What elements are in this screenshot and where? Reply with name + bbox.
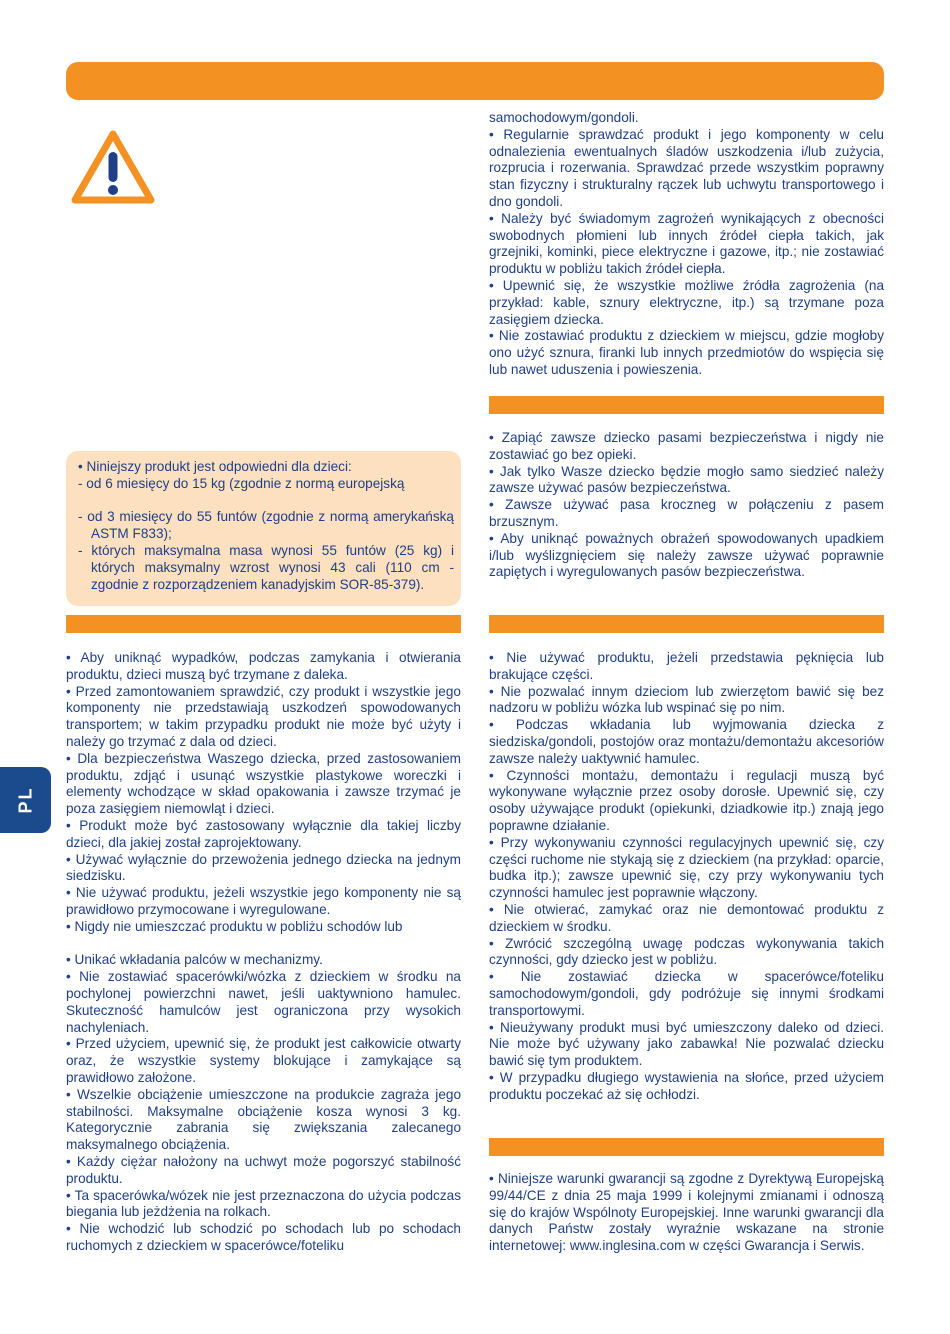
paragraph: • Jak tylko Wasze dziecko będzie mogło samo siedzieć należy zawsze używać pasów bezpieczeństwa. — [489, 463, 884, 496]
paragraph: • Nieużywany produkt musi być umieszczony daleko od dzieci. Nie może być używany jako zabawka! Nie pozwalać dziecku bawić się tym produktem. — [489, 1019, 884, 1069]
paragraph: • Ta spacerówka/wózek nie jest przeznaczona do użycia podczas biegania lub jeżdżenia na rolkach. — [66, 1187, 461, 1220]
warranty-text — [489, 1171, 884, 1255]
paragraph: • Produkt może być zastosowany wyłącznie dla takiej liczby dzieci, dla jakiej został zaprojektowany. — [66, 817, 461, 850]
paragraph: • Dla bezpieczeństwa Waszego dziecka, przed zastosowaniem produktu, zdjąć i usunąć wszystkie plastykowe woreczki i elementy wchodzące w skład opakowania i zawsze trzymać je poza zasięgiem niemowląt i dzieci. — [66, 750, 461, 817]
paragraph: • Unikać wkładania palców w mechanizmy. — [66, 952, 323, 968]
belts-text — [489, 430, 884, 581]
paragraph: • Przed zamontowaniem sprawdzić, czy produkt i wszystkie jego komponenty nie przedstawiają uszkodzeń spowodowanych transportem; w takim przypadku produkt nie może być użyty i należy go trzymać z dala od dzieci. — [66, 683, 461, 749]
paragraph: • Wszelkie obciążenie umieszczone na produkcie zagraża jego stabilności. Maksymalne obciążenie kosza wynosi 3 kg. Kategorycznie zabrania się zwiększania zalecanego maksymalnego obciążenia. — [66, 1086, 461, 1153]
paragraph: • Czynności montażu, demontażu i regulacji muszą być wykonywane wyłącznie przez osoby dorosłe. Upewnić się, czy osoby używające produkt (opiekunki, dziadkowie itp.) znają jego poprawne działanie. — [489, 767, 884, 833]
paragraph: • Przy wykonywaniu czynności regulacyjnych upewnić się, czy części ruchome nie stykają się z dzieckiem (na przykład: oparcie, budka itp.); zawsze upewnić się, czy przy wykonywaniu tych czynności hamulec jest poprawnie włączony. — [489, 834, 884, 901]
paragraph: • Nie używać produktu, jeżeli przedstawia pęknięcia lub brakujące części. — [489, 650, 884, 682]
section-bar — [489, 615, 884, 633]
paragraph: • Aby uniknąć wypadków, podczas zamykania i otwierania produktu, dzieci muszą być trzymane z daleka. — [66, 650, 461, 682]
paragraph: • Należy być świadomym zagrożeń wynikających z obecności swobodnych płomieni lub innych źródeł ciepła takich, jak grzejniki, kominki, piece elektryczne i gazowe, itp.; nie zostawiać produktu w pobliżu takich źródeł ciepła. — [489, 210, 884, 277]
paragraph: • Nigdy nie umieszczać produktu w pobliżu schodów lub — [66, 918, 403, 934]
paragraph: • Każdy ciężar nałożony na uchwyt może pogorszyć stabilność produktu. — [66, 1153, 461, 1186]
paragraph: • Nie używać produktu, jeżeli wszystkie jego komponenty nie są prawidłowo przymocowane i wyregulowane. — [66, 885, 461, 917]
right-top-text — [489, 110, 884, 379]
paragraph: • Nie otwierać, zamykać oraz nie demontować produktu z dzieckiem w środku. — [489, 901, 884, 934]
paragraph: • Aby uniknąć poważnych obrażeń spowodowanych upadkiem i/lub wyślizgnięciem się należy zawsze używać poprawnie zapiętych i wyregulowanych pasów bezpieczeństwa. — [489, 530, 884, 580]
paragraph: • Regularnie sprawdzać produkt i jego komponenty w celu odnalezienia ewentualnych śladów uszkodzenia i/lub zużycia, rozprucia i rozerwania. Sprawdzać przede wszystkim poprawny stan fizyczny i strukturalny rączek lub uchwytu transportowego i dno gondoli. — [489, 126, 884, 209]
header-bar — [66, 62, 884, 100]
paragraph: • Używać wyłącznie do przewożenia jednego dziecka na jednym siedzisku. — [66, 851, 461, 884]
section-bar — [489, 1138, 884, 1156]
paragraph: • W przypadku długiego wystawienia na słońce, przed użyciem produktu poczekać aż się ochłodzi. — [489, 1069, 884, 1102]
paragraph: - od 6 miesięcy do 15 kg (zgodnie z normą europejską — [78, 475, 405, 491]
paragraph: • Upewnić się, że wszystkie możliwe źródła zagrożenia (na przykład: kable, sznury elektryczne, itp.) są trzymane poza zasięgiem dziecka. — [489, 277, 884, 327]
paragraph: • Nie wchodzić lub schodzić po schodach lub po schodach ruchomych z dzieckiem w spacerówce/foteliku — [66, 1221, 461, 1253]
paragraph: • Nie zostawiać produktu z dzieckiem w miejscu, gdzie mogłoby ono użyć sznura, firanki lub innych przedmiotów do wspięcia się lub nawet uduszenia i powieszenia. — [489, 328, 884, 377]
age-suitability-box — [66, 451, 461, 606]
paragraph: • Niniejszy produkt jest odpowiedni dla dzieci: — [78, 459, 352, 474]
paragraph: • Niniejsze warunki gwarancji są zgodne z Dyrektywą Europejską 99/44/CE z dnia 25 maja 1999 i kolejnymi zmianami i odnoszą się do krajów Wspólnoty Europejskiej. Inne warunki gwarancji dla danych Państw zostały wyraźnie wskazane na stronie internetowej: www.inglesina.com w części Gwarancja i Serwis. — [489, 1171, 884, 1254]
right-main-text — [489, 650, 884, 1104]
paragraph: - od 3 miesięcy do 55 funtów (zgodnie z normą amerykańską ASTM F833); — [78, 509, 454, 542]
paragraph: • Nie pozwalać innym dzieciom lub zwierzętom bawić się bez nadzoru w pobliżu wózka lub wspinać się po nim. — [489, 683, 884, 716]
section-bar — [489, 396, 884, 414]
paragraph: samochodowym/gondoli. — [489, 110, 639, 125]
paragraph: - których maksymalna masa wynosi 55 funtów (25 kg) i których maksymalny wzrost wynosi 43 cali (110 cm - zgodnie z rozporządzeniem kanadyjskim SOR-85-379). — [78, 542, 454, 592]
left-main-text — [66, 650, 461, 1255]
warning-triangle-icon — [70, 128, 156, 206]
paragraph: • Podczas wkładania lub wyjmowania dziecka z siedziska/gondoli, postojów oraz montażu/demontażu akcesoriów zawsze należy uaktywnić hamulec. — [489, 717, 884, 766]
paragraph: • Zawsze używać pasa kroczneg w połączeniu z pasem brzusznym. — [489, 497, 884, 529]
language-label: PL — [15, 786, 35, 814]
paragraph: • Zapiąć zawsze dziecko pasami bezpieczeństwa i nigdy nie zostawiać go bez opieki. — [489, 430, 884, 462]
paragraph: • Zwrócić szczególną uwagę podczas wykonywania takich czynności, gdy dziecko jest w pobliżu. — [489, 935, 884, 968]
language-tab — [0, 767, 51, 833]
paragraph: • Przed użyciem, upewnić się, że produkt jest całkowicie otwarty oraz, że wszystkie systemy blokujące i zamykające są prawidłowo założone. — [66, 1036, 461, 1085]
paragraph: • Nie zostawiać spacerówki/wózka z dzieckiem w środku na pochylonej powierzchni nawet, jeśli uaktywniono hamulec. Skuteczność hamulców jest ograniczona przy wysokich nachyleniach. — [66, 969, 461, 1035]
section-bar — [66, 615, 461, 633]
paragraph: • Nie zostawiać dziecka w spacerówce/foteliku samochodowym/gondoli, gdy podróżuje się innymi środkami transportowymi. — [489, 969, 884, 1018]
